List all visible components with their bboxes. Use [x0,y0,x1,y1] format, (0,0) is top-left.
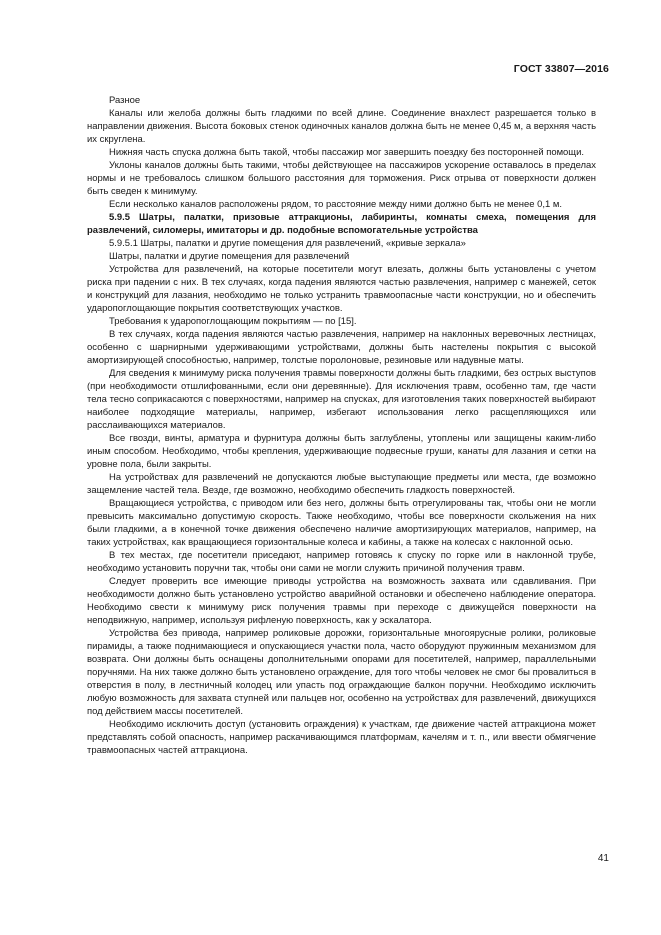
paragraph: Каналы или желоба должны быть гладкими по всей длине. Соединение внахлест разрешается только в направлении движения. Высота боковых стенок одиночных каналов должна быть не менее 0,45 м, а верхняя часть их скруглена. [87,108,596,145]
paragraph: Нижняя часть спуска должна быть такой, чтобы пассажир мог завершить поездку без посторонней помощи. [109,147,584,158]
paragraph: Устройства без привода, например роликовые дорожки, горизонтальные многоярусные ролики, роликовые пирамиды, а также поднимающиеся и опускающиеся участки пола, часто оборудуют пружинным механизмом для возврата. Они должны быть оснащены дополнительными опорами для посетителей, например, параллельными поручнями. На них также должно быть установлено ограждение, для того чтобы человек не смог бы провалиться в отверстия в полу, в лестничный колодец или упасть под ограждающие балкон поручни. Необходимо исключить любую возможность для захвата ступней или пальцев ног, особенно на устройствах для развлечений, движущихся под действием массы посетителей. [87,628,596,717]
paragraph: Разное [109,95,141,106]
paragraph: Если несколько каналов расположены рядом, то расстояние между ними должно быть не менее 0,1 м. [109,199,562,210]
section-heading: 5.9.5 Шатры, палатки, призовые аттракционы, лабиринты, комнаты смеха, помещения для развлечений, силомеры, имитаторы и др. подобные вспомогательные устройства [87,212,596,236]
paragraph: Вращающиеся устройства, с приводом или без него, должны быть отрегулированы так, чтобы они не могли превысить максимально допустимую скорость. Также необходимо, чтобы все поверхности скольжения на них были гладкими, а в конечной точке движения обеспечено наличие амортизирующих материалов, например, на таких устройствах, как вращающиеся горизонтальные колеса и кабины, а также на колесах с наклонной осью. [87,498,596,548]
paragraph: Шатры, палатки и другие помещения для развлечений [109,251,350,262]
paragraph: На устройствах для развлечений не допускаются любые выступающие предметы или места, где возможно защемление частей тела. Везде, где возможно, необходимо обеспечить гладкость поверхностей. [87,472,596,496]
paragraph: В тех местах, где посетители приседают, например готовясь к спуску по горке или в наклонной трубе, необходимо установить поручни так, чтобы они сами не могли служить причиной получения травм. [87,550,596,574]
document-body [87,94,596,757]
paragraph: Устройства для развлечений, на которые посетители могут влезать, должны быть установлены с учетом риска при падении с них. В тех случаях, когда падения являются частью развлечения, например с манежей, сеток и конструкций для лазания, необходимо не только устранить травмоопасные части конструкции, но и обеспечить ударопоглощающие покрытия соответствующих участков. [87,264,596,314]
document-standard-number: ГОСТ 33807—2016 [513,63,609,75]
paragraph: В тех случаях, когда падения являются частью развлечения, например на наклонных веревочных лестницах, особенно с шарнирными удерживающими устройствами, должны быть настелены покрытия с высокой амортизирующей способностью, например, толстые поролоновые, резиновые или надувные маты. [87,329,596,366]
paragraph: Требования к ударопоглощающим покрытиям — по [15]. [109,316,357,327]
page-number: 41 [597,853,609,864]
paragraph: Все гвозди, винты, арматура и фурнитура должны быть заглублены, утоплены или защищены каким-либо иным способом. Необходимо, чтобы крепления, удерживающие подвесные груши, канаты для лазания и сетки на уровне пола, были закрыты. [87,433,596,470]
paragraph: Следует проверить все имеющие приводы устройства на возможность захвата или сдавливания. При необходимости должно быть установлено устройство аварийной остановки и обеспечено наблюдение оператора. Необходимо свести к минимуму риск получения травмы при переходе с движущейся поверхности на неподвижную, например, используя рифленую поверхность, как у эскалатора. [87,576,596,626]
paragraph: Для сведения к минимуму риска получения травмы поверхности должны быть гладкими, без острых выступов (при необходимости отшлифованными, если они деревянные). Для исключения травм, особенно там, где части тела тесно соприкасаются с поверхностями, например на спусках, для изготовления таких поверхностей выбирают наиболее подходящие материалы, например, избегают использования легко расщепляющихся или расслаивающихся материалов. [87,368,596,431]
paragraph: 5.9.5.1 Шатры, палатки и другие помещения для развлечений, «кривые зеркала» [109,238,466,249]
paragraph: Уклоны каналов должны быть такими, чтобы действующее на пассажиров ускорение оставалось в пределах нормы и не требовалось слишком большого расстояния для торможения. Риск отрыва от поверхности должен быть сведен к минимуму. [87,160,596,197]
paragraph: Необходимо исключить доступ (установить ограждения) к участкам, где движение частей аттракциона может представлять собой опасность, например раскачивающимся платформам, качелям и т. п., или ввести обмягчение травмоопасных частей аттракциона. [87,719,596,756]
